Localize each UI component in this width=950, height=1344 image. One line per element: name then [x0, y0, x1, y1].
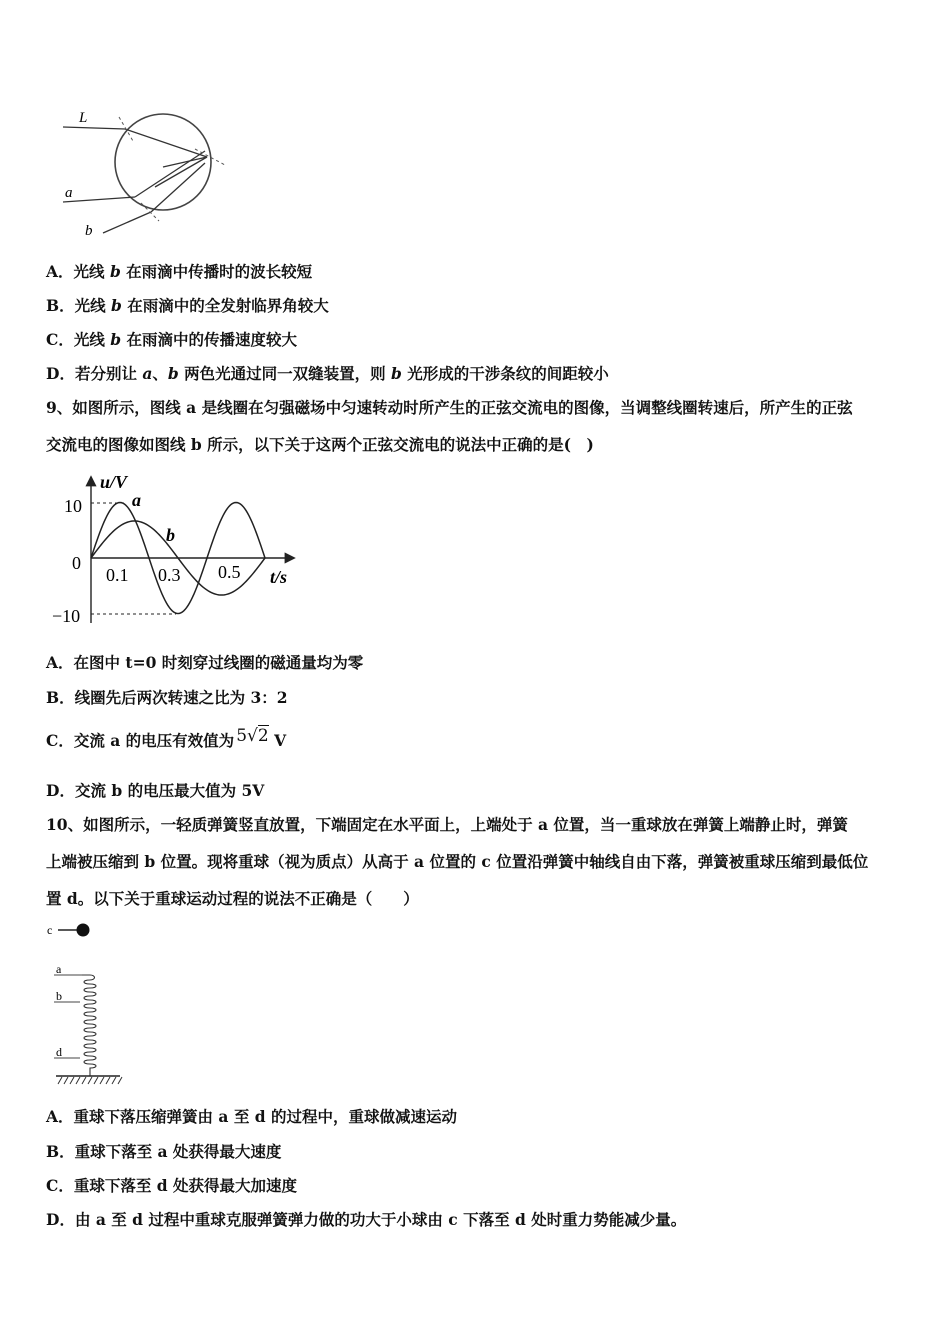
y-tick-neg10: −10: [52, 606, 81, 626]
ac-voltage-chart: [48, 468, 308, 633]
q10-stem-line1: 10、如图所示，一轻质弹簧竖直放置，下端固定在水平面上，上端处于 a 位置，当一重球放在弹簧上端静止时，弹簧: [46, 815, 848, 834]
q8-option-c: C．光线 b 在雨滴中的传播速度较大: [46, 330, 297, 349]
spring-coil: [82, 975, 96, 1076]
q8-option-d: D．若分别让 a、b 两色光通过同一双缝装置，则 b 光形成的干涉条纹的间距较小: [46, 364, 609, 383]
q10-option-c: C．重球下落至 d 处获得最大加速度: [46, 1176, 297, 1195]
label-b: b: [56, 989, 62, 1003]
label-b: b: [85, 223, 93, 239]
spring-figure: [44, 918, 128, 1090]
sqrt-sign: √: [247, 726, 258, 746]
q9-stem-line1: 9、如图所示，图线 a 是线圈在匀强磁场中匀速转动时所产生的正弦交流电的图像，当调整线圈转速后，所产生的正弦: [46, 398, 853, 417]
q9-option-d: D．交流 b 的电压最大值为 5V: [46, 781, 265, 800]
y-axis-label: u/V: [100, 472, 128, 492]
q9-option-c: C．交流 a 的电压有效值为 5√2 V: [46, 726, 287, 750]
series-b-label: b: [166, 525, 175, 545]
q9-stem-line2: 交流电的图像如图线 b 所示，以下关于这两个正弦交流电的说法中正确的是( ): [46, 435, 594, 454]
x-tick-0.5: 0.5: [218, 562, 241, 582]
label-L: L: [79, 110, 88, 126]
ray-a: [63, 151, 205, 202]
ray-L: [63, 127, 207, 187]
y-tick-0: 0: [72, 553, 81, 573]
q10-option-b: B．重球下落至 a 处获得最大速度: [46, 1142, 282, 1161]
raindrop-figure: [55, 105, 235, 245]
sqrt-radicand: 2: [257, 726, 269, 746]
q9-option-b: B．线圈先后两次转速之比为 3：2: [46, 688, 288, 707]
x-axis-label: t/s: [270, 567, 288, 587]
x-tick-0.1: 0.1: [106, 565, 129, 585]
x-tick-0.3: 0.3: [158, 565, 181, 585]
q8-option-b: B．光线 b 在雨滴中的全发射临界角较大: [46, 296, 329, 315]
label-d: d: [56, 1045, 62, 1059]
rms-coefficient: 5: [236, 726, 248, 746]
y-tick-10: 10: [64, 496, 82, 516]
raindrop-circle: [115, 114, 211, 210]
q10-option-d: D．由 a 至 d 过程中重球克服弹簧弹力做的功大于小球由 c 下落至 d 处时重力势能减少量。: [46, 1210, 687, 1229]
label-a: a: [65, 185, 73, 201]
series-a-label: a: [132, 490, 141, 510]
q10-option-a: A．重球下落压缩弹簧由 a 至 d 的过程中，重球做减速运动: [46, 1107, 457, 1126]
q8-option-a: A．光线 b 在雨滴中传播时的波长较短: [46, 262, 313, 281]
q10-stem-line3: 置 d。以下关于重球运动过程的说法不正确是（ ）: [46, 889, 419, 908]
ground-hatch: [58, 1077, 122, 1084]
q9-option-a: A．在图中 t=0 时刻穿过线圈的磁通量均为零: [46, 653, 364, 672]
q10-stem-line2: 上端被压缩到 b 位置。现将重球（视为质点）从高于 a 位置的 c 位置沿弹簧中轴线自由下落，弹簧被重球压缩到最低位: [46, 852, 869, 871]
label-a: a: [56, 962, 62, 976]
heavy-ball: [77, 924, 90, 937]
label-c: c: [47, 923, 53, 937]
